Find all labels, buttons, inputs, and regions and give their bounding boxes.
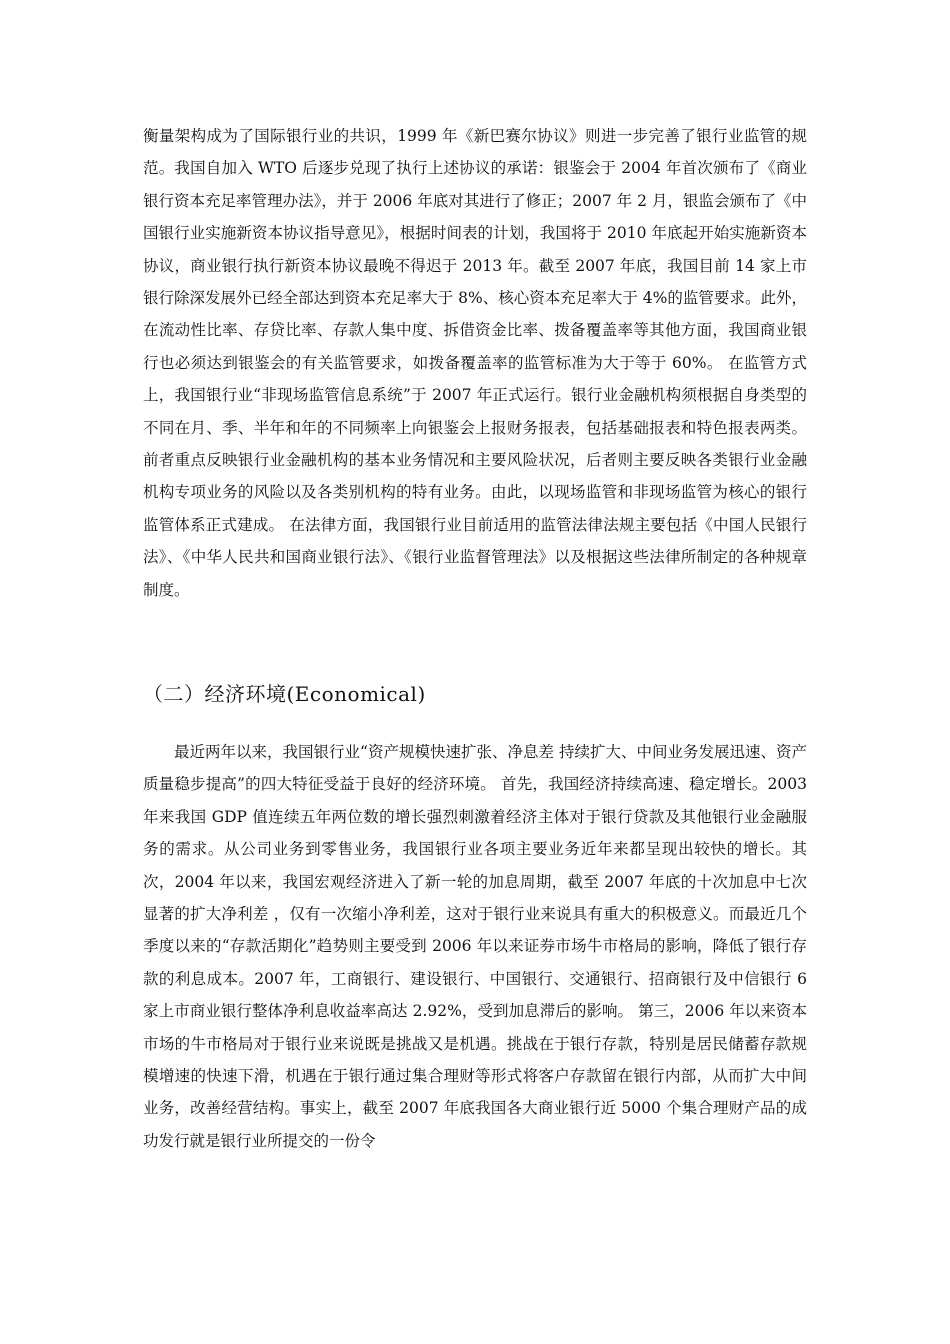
body-paragraph-economy: 最近两年以来，我国银行业“资产规模快速扩张、净息差 持续扩大、中间业务发展迅速、资产质量稳步提高”的四大特征受益于良好的经济环境。 首先，我国经济持续高速、稳定增长。2003 年来我国 GDP 值连续五年两位数的增长强烈刺激着经济主体对于银行贷款及其他银行业金融服务的需求。从公司业务到零售业务，我国银行业各项主要业务近年来都呈现出较快的增长。其次，2004 年以来，我国宏观经济进入了新一轮的加息周期，截至 2007 年底的十次加息中七次显著的扩大净利差 ，仅有一次缩小净利差，这对于银行业来说具有重大的积极意义。而最近几个季度以来的“存款活期化”趋势则主要受到 2006 年以来证券市场牛市格局的影响，降低了银行存款的利息成本。2007 年，工商银行、建设银行、中国银行、交通银行、招商银行及中信银行 6 家上市商业银行整体净利息收益率高达 2.92%，受到加息滞后的影响。 第三，2006 年以来资本市场的牛市格局对于银行业来说既是挑战又是机遇。挑战在于银行存款，特别是居民储蓄存款规模增速的快速下滑，机遇在于银行通过集合理财等形式将客户存款留在银行内部，从而扩大中间业务，改善经营结构。事实上，截至 2007 年底我国各大商业银行近 5000 个集合理财产品的成功发行就是银行业所提交的一份令 xyxy=(143,743,807,1150)
body-paragraph-regulation: 衡量架构成为了国际银行业的共识，1999 年《新巴赛尔协议》则进一步完善了银行业监管的规范。我国自加入 WTO 后逐步兑现了执行上述协议的承诺：银鉴会于 2004 年首次颁布了《商业银行资本充足率管理办法》，并于 2006 年底对其进行了修正；2007 年 2 月，银监会颁布了《中国银行业实施新资本协议指导意见》，根据时间表的计划，我国将于 2010 年底起开始实施新资本协议，商业银行执行新资本协议最晚不得迟于 2013 年。截至 2007 年底，我国目前 14 家上市银行除深发展外已经全部达到资本充足率大于 8%、核心资本充足率大于 4%的监管要求。此外，在流动性比率、存贷比率、存款人集中度、拆借资金比率、拨备覆盖率等其他方面，我国商业银行也必须达到银鉴会的有关监管要求，如拨备覆盖率的监管标准为大于等于 60%。 在监管方式上，我国银行业“非现场监管信息系统”于 2007 年正式运行。银行业金融机构须根据自身类型的不同在月、季、半年和年的不同频率上向银鉴会上报财务报表，包括基础报表和特色报表两类。前者重点反映银行业金融机构的基本业务情况和主要风险状况，后者则主要反映各类银行业金融机构专项业务的风险以及各类别机构的特有业务。由此，以现场监管和非现场监管为核心的银行监管体系正式建成。 在法律方面，我国银行业目前适用的监管法律法规主要包括《中国人民银行法》、《中华人民共和国商业银行法》、《银行业监督管理法》以及根据这些法律所制定的各种规章制度。 xyxy=(143,127,807,599)
section-heading-economic-environment: （二）经济环境(Economical) xyxy=(143,682,426,706)
